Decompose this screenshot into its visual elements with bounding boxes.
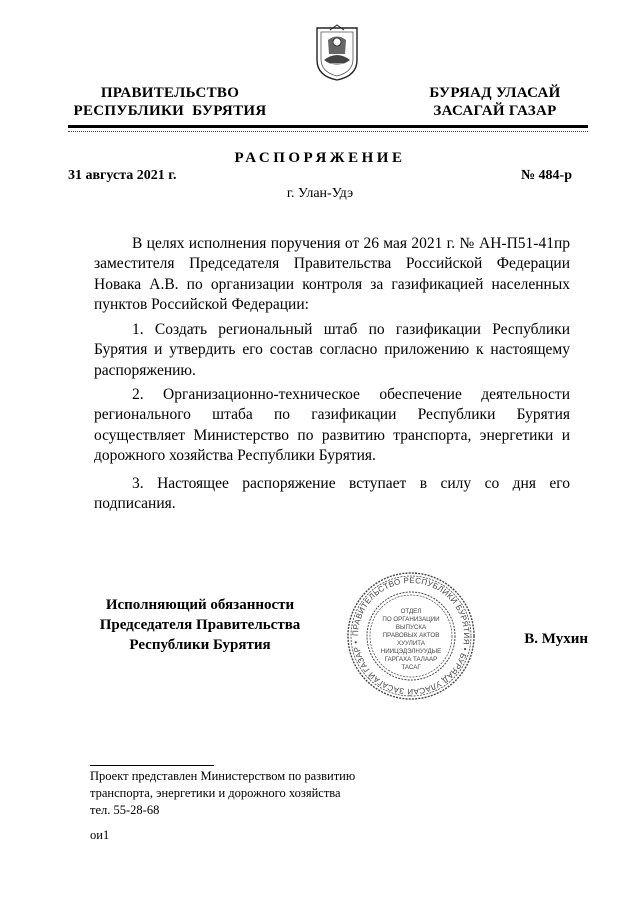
body-item-1: 1. Создать региональный штаб по газификации Республики Бурятия и утвердить его состав согласно приложению к настоящему распоряжению. <box>94 321 570 379</box>
header-right-line2: ЗАСАГАЙ ГАЗАР <box>433 103 557 119</box>
stamp-ring-text: ПРАВИТЕЛЬСТВО РЕСПУБЛИКИ БУРЯТИЯ • БУРЯАД УЛАСАЙ ЗАСАГАЙ ГАЗАР • <box>350 575 472 697</box>
signature-title <box>80 595 320 655</box>
official-stamp <box>345 570 477 702</box>
body-item-3: 3. Настоящее распоряжение вступает в силу со дня его подписания. <box>94 475 570 513</box>
body-item-2: 2. Организационно-техническое обеспечение деятельности регионального штаба по газификации Республики Бурятия осуществляет Министерство по развитию транспорта, энергетики и дорожного хозяйства Республики Бурятия. <box>94 386 570 465</box>
signature-line2: Председателя Правительства <box>99 617 301 633</box>
header-divider-thick <box>68 125 588 128</box>
stamp-line5: ХУУЛИТА <box>397 640 425 647</box>
header-right <box>380 84 610 120</box>
stamp-line2: ПО ОРГАНИЗАЦИИ <box>382 616 440 623</box>
document-title: РАСПОРЯЖЕНИЕ <box>234 150 406 166</box>
stamp-line8: ТАСАГ <box>401 664 421 671</box>
stamp-line1: ОТДЕЛ <box>400 608 422 615</box>
document-number: № 484-р <box>520 168 572 183</box>
stamp-line7: ГАРГАХА ТАЛААР <box>384 656 438 663</box>
header-divider-dotted <box>68 131 588 132</box>
footer-line3: тел. 55-28-68 <box>90 803 160 817</box>
signature-line1: Исполняющий обязанности <box>105 597 295 613</box>
stamp-line6: НИИЦЭДЭЛНУУДЫЕ <box>380 648 442 655</box>
stamp-line3: ВЫПУСКА <box>395 624 427 631</box>
signature-line3: Республики Бурятия <box>129 637 271 653</box>
stamp-line4: ПРАВОВЫХ АКТОВ <box>382 632 440 639</box>
footer-code: ои1 <box>90 828 110 842</box>
document-date: 31 августа 2021 г. <box>68 168 177 183</box>
header-left <box>60 84 280 120</box>
footnote-divider <box>90 765 214 766</box>
body-intro: В целях исполнения поручения от 26 мая 2021 г. № АН-П51-41пр заместителя Председателя Правительства Российской Федерации Новака А.В. по организации контроля за газификацией населенных пунктов Российской Федерации: <box>94 235 570 314</box>
footer-line1: Проект представлен Министерством по развитию <box>90 769 356 783</box>
footer-note <box>90 768 450 819</box>
header-left-line2: РЕСПУБЛИКИ БУРЯТИЯ <box>73 103 267 119</box>
document-city: г. Улан-Удэ <box>286 186 354 201</box>
footer-line2: транспорта, энергетики и дорожного хозяйства <box>90 786 341 800</box>
republic-emblem-icon <box>314 24 360 82</box>
signature-name: В. Мухин <box>524 631 588 647</box>
header-right-line1: БУРЯАД УЛАСАЙ <box>429 85 561 101</box>
header-left-line1: ПРАВИТЕЛЬСТВО <box>100 85 240 101</box>
